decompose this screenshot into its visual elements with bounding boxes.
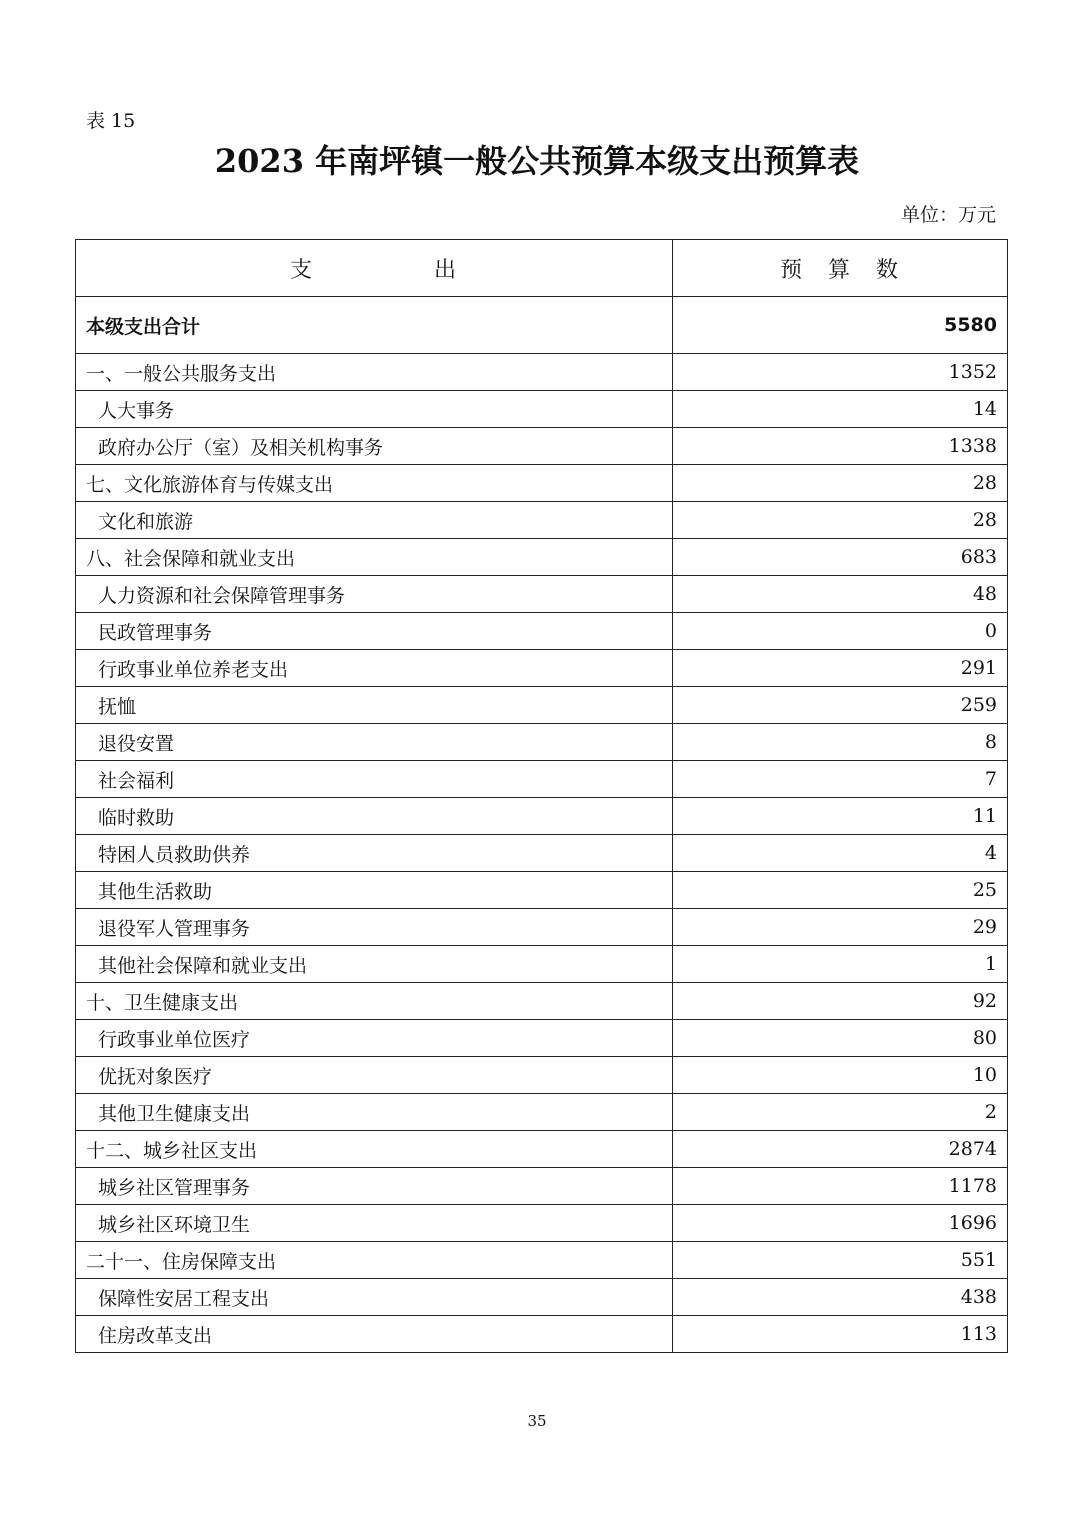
item-name: 抚恤 xyxy=(76,687,673,724)
budget-amount: 1696 xyxy=(673,1205,1008,1242)
budget-amount: 551 xyxy=(673,1242,1008,1279)
budget-amount: 10 xyxy=(673,1057,1008,1094)
budget-amount: 2874 xyxy=(673,1131,1008,1168)
item-name: 行政事业单位医疗 xyxy=(76,1020,673,1057)
table-row xyxy=(76,354,1008,391)
budget-amount: 92 xyxy=(673,983,1008,1020)
table-row xyxy=(76,724,1008,761)
category-name: 十、卫生健康支出 xyxy=(76,983,673,1020)
budget-amount: 438 xyxy=(673,1279,1008,1316)
total-amount: 5580 xyxy=(673,297,1008,354)
item-name: 社会福利 xyxy=(76,761,673,798)
table-row xyxy=(76,391,1008,428)
item-name: 政府办公厅（室）及相关机构事务 xyxy=(76,428,673,465)
budget-amount: 14 xyxy=(673,391,1008,428)
table-row xyxy=(76,1094,1008,1131)
budget-amount: 291 xyxy=(673,650,1008,687)
item-name: 其他社会保障和就业支出 xyxy=(76,946,673,983)
budget-amount: 4 xyxy=(673,835,1008,872)
budget-amount: 80 xyxy=(673,1020,1008,1057)
table-row xyxy=(76,1279,1008,1316)
table-row xyxy=(76,872,1008,909)
table-row xyxy=(76,650,1008,687)
item-name: 住房改革支出 xyxy=(76,1316,673,1353)
total-label: 本级支出合计 xyxy=(76,297,673,354)
item-name: 优抚对象医疗 xyxy=(76,1057,673,1094)
item-name: 人大事务 xyxy=(76,391,673,428)
table-row xyxy=(76,946,1008,983)
table-row xyxy=(76,428,1008,465)
item-name: 民政管理事务 xyxy=(76,613,673,650)
column-header-budget xyxy=(673,240,1008,297)
page-title: 2023 年南坪镇一般公共预算本级支出预算表 xyxy=(214,142,860,180)
table-row xyxy=(76,798,1008,835)
category-name: 七、文化旅游体育与传媒支出 xyxy=(76,465,673,502)
item-name: 城乡社区管理事务 xyxy=(76,1168,673,1205)
budget-amount: 29 xyxy=(673,909,1008,946)
total-row xyxy=(76,297,1008,354)
table-row xyxy=(76,983,1008,1020)
budget-amount: 259 xyxy=(673,687,1008,724)
table-row xyxy=(76,761,1008,798)
item-name: 退役军人管理事务 xyxy=(76,909,673,946)
table-row xyxy=(76,465,1008,502)
budget-amount: 1352 xyxy=(673,354,1008,391)
table-row xyxy=(76,502,1008,539)
table-row xyxy=(76,1205,1008,1242)
budget-amount: 11 xyxy=(673,798,1008,835)
table-body xyxy=(76,297,1008,1353)
budget-amount: 1 xyxy=(673,946,1008,983)
budget-amount: 28 xyxy=(673,502,1008,539)
item-name: 保障性安居工程支出 xyxy=(76,1279,673,1316)
budget-amount: 0 xyxy=(673,613,1008,650)
budget-amount: 8 xyxy=(673,724,1008,761)
category-name: 八、社会保障和就业支出 xyxy=(76,539,673,576)
table-row xyxy=(76,1316,1008,1353)
column-header-expenditure xyxy=(76,240,673,297)
table-row xyxy=(76,1020,1008,1057)
table-row xyxy=(76,687,1008,724)
item-name: 行政事业单位养老支出 xyxy=(76,650,673,687)
item-name: 其他生活救助 xyxy=(76,872,673,909)
budget-table xyxy=(75,239,1008,1353)
budget-amount: 2 xyxy=(673,1094,1008,1131)
budget-amount: 113 xyxy=(673,1316,1008,1353)
budget-amount: 48 xyxy=(673,576,1008,613)
category-name: 二十一、住房保障支出 xyxy=(76,1242,673,1279)
table-row xyxy=(76,909,1008,946)
item-name: 文化和旅游 xyxy=(76,502,673,539)
page-number: 35 xyxy=(527,1412,547,1430)
table-row xyxy=(76,1057,1008,1094)
table-row xyxy=(76,576,1008,613)
item-name: 其他卫生健康支出 xyxy=(76,1094,673,1131)
item-name: 退役安置 xyxy=(76,724,673,761)
item-name: 城乡社区环境卫生 xyxy=(76,1205,673,1242)
item-name: 临时救助 xyxy=(76,798,673,835)
column-header-expenditure-label: 支 出 xyxy=(289,257,458,283)
budget-amount: 1178 xyxy=(673,1168,1008,1205)
budget-amount: 683 xyxy=(673,539,1008,576)
table-row xyxy=(76,539,1008,576)
column-header-budget-label: 预 算 数 xyxy=(779,257,900,283)
budget-amount: 7 xyxy=(673,761,1008,798)
item-name: 人力资源和社会保障管理事务 xyxy=(76,576,673,613)
table-row xyxy=(76,1131,1008,1168)
category-name: 一、一般公共服务支出 xyxy=(76,354,673,391)
unit-label: 单位：万元 xyxy=(900,204,996,226)
table-header-row xyxy=(76,240,1008,297)
table-label: 表 15 xyxy=(86,110,136,132)
table-row xyxy=(76,1242,1008,1279)
table-row xyxy=(76,613,1008,650)
table-row xyxy=(76,1168,1008,1205)
budget-amount: 1338 xyxy=(673,428,1008,465)
item-name: 特困人员救助供养 xyxy=(76,835,673,872)
table-row xyxy=(76,835,1008,872)
budget-amount: 25 xyxy=(673,872,1008,909)
budget-amount: 28 xyxy=(673,465,1008,502)
category-name: 十二、城乡社区支出 xyxy=(76,1131,673,1168)
